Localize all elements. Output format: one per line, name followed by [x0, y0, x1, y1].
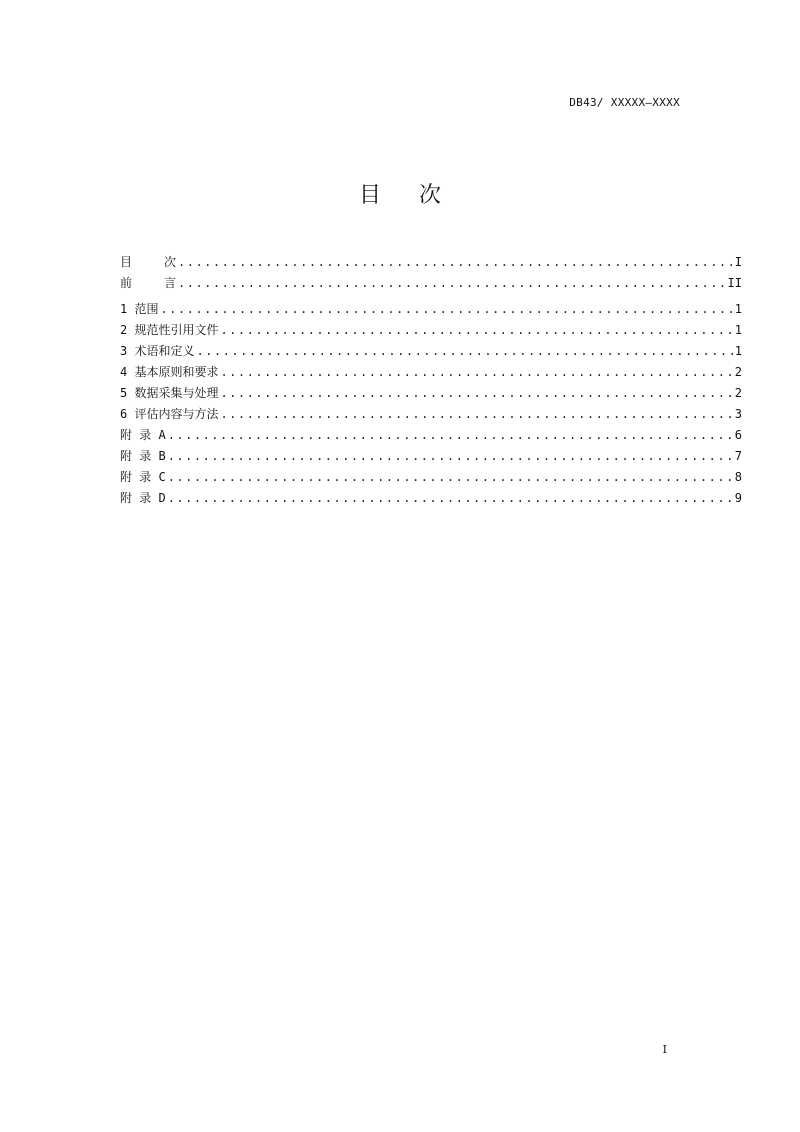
- toc-entry-page: 1: [734, 344, 742, 358]
- document-code: DB43/ XXXXX—XXXX: [569, 96, 680, 109]
- toc-entry-normative-references[interactable]: [120, 320, 742, 341]
- toc-entry-label: 附 录 C: [120, 470, 166, 484]
- toc-entry-label: 1 范围: [120, 302, 159, 316]
- toc-entry-label: 5 数据采集与处理: [120, 386, 219, 400]
- toc-entry-page: 6: [734, 428, 742, 442]
- toc-entry-page: 2: [734, 386, 742, 400]
- toc-entry-page: II: [727, 276, 742, 290]
- toc-entry-page: 7: [734, 449, 742, 463]
- toc-entry-page: 1: [734, 302, 742, 316]
- toc-leader-dots: [196, 341, 732, 362]
- toc-entry-page: 8: [734, 470, 742, 484]
- toc-leader-dots: [220, 383, 732, 404]
- table-of-contents: [120, 252, 742, 509]
- toc-entry-page: 2: [734, 365, 742, 379]
- toc-leader-dots: [168, 488, 733, 509]
- page-number: I: [662, 1043, 667, 1056]
- toc-entry-label: 前 言: [120, 276, 176, 290]
- toc-entry-appendix-a[interactable]: [120, 425, 742, 446]
- toc-entry-appendix-c[interactable]: [120, 467, 742, 488]
- toc-leader-dots: [168, 425, 733, 446]
- toc-entry-label: 附 录 A: [120, 428, 166, 442]
- toc-leader-dots: [168, 446, 733, 467]
- toc-entry-label: 附 录 B: [120, 449, 166, 463]
- toc-entry-terms-definitions[interactable]: [120, 341, 742, 362]
- toc-entry-contents[interactable]: [120, 252, 742, 273]
- toc-entry-page: I: [734, 255, 742, 269]
- toc-leader-dots: [220, 362, 732, 383]
- toc-entry-page: 1: [734, 323, 742, 337]
- toc-entry-appendix-d[interactable]: [120, 488, 742, 509]
- toc-entry-page: 3: [734, 407, 742, 421]
- toc-entry-page: 9: [734, 491, 742, 505]
- toc-leader-dots: [178, 273, 726, 294]
- toc-entry-label: 6 评估内容与方法: [120, 407, 219, 421]
- toc-leader-dots: [220, 320, 732, 341]
- toc-leader-dots: [168, 467, 733, 488]
- toc-entry-data-collection[interactable]: [120, 383, 742, 404]
- toc-entry-foreword[interactable]: [120, 273, 742, 294]
- toc-entry-appendix-b[interactable]: [120, 446, 742, 467]
- toc-entry-label: 3 术语和定义: [120, 344, 195, 358]
- toc-entry-principles-requirements[interactable]: [120, 362, 742, 383]
- toc-entry-label: 2 规范性引用文件: [120, 323, 219, 337]
- toc-leader-dots: [160, 299, 732, 320]
- toc-entry-label: 目 次: [120, 255, 176, 269]
- toc-entry-assessment-methods[interactable]: [120, 404, 742, 425]
- toc-entry-scope[interactable]: [120, 299, 742, 320]
- toc-entry-label: 4 基本原则和要求: [120, 365, 219, 379]
- page-title: 目次: [358, 183, 479, 208]
- toc-leader-dots: [220, 404, 732, 425]
- toc-entry-label: 附 录 D: [120, 491, 166, 505]
- toc-leader-dots: [178, 252, 733, 273]
